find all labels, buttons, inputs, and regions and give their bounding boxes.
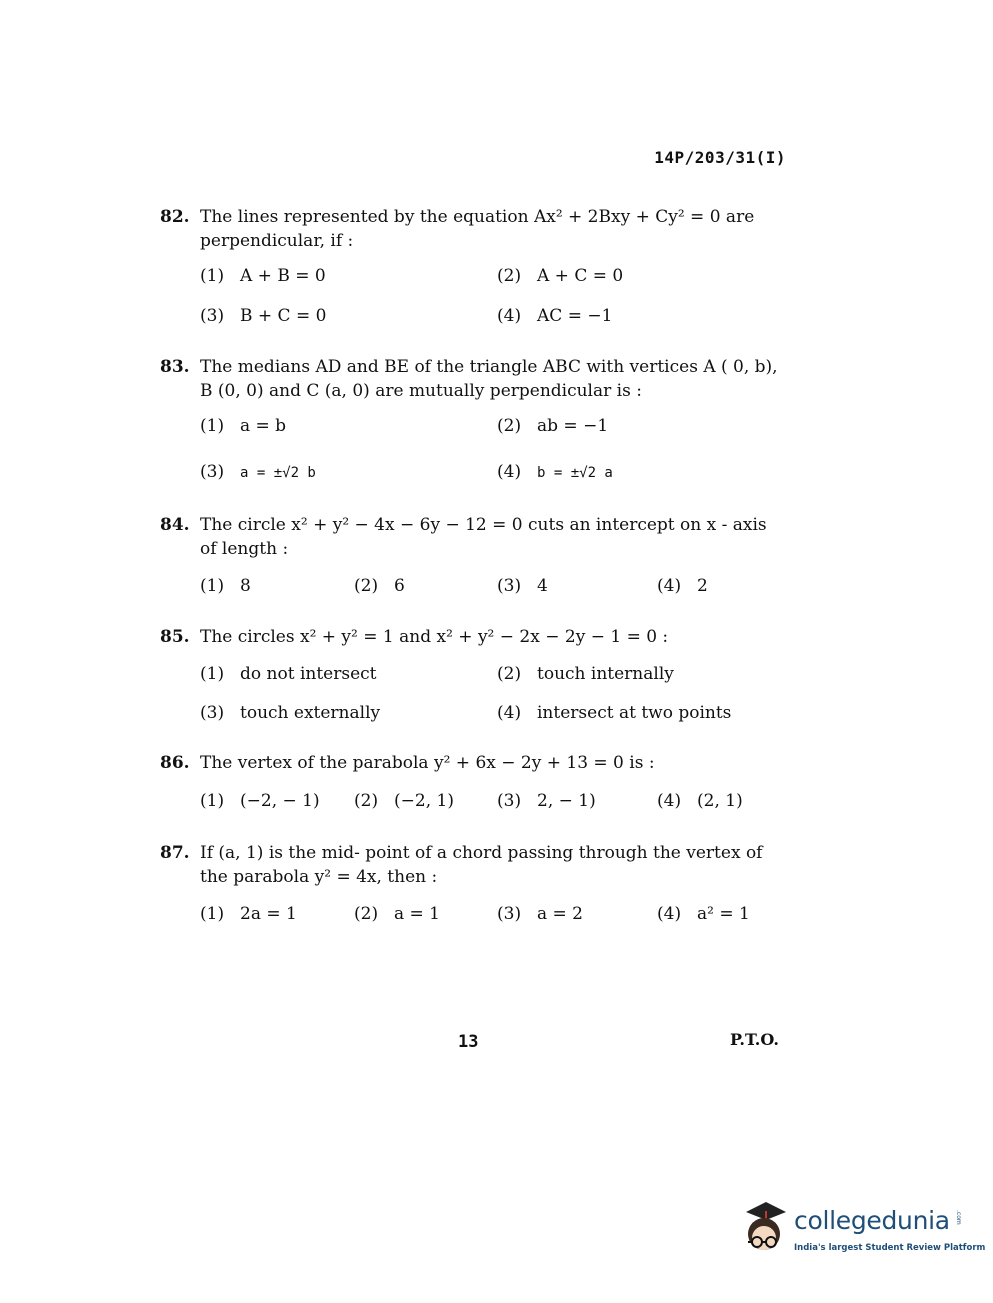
option: (3) 2, − 1) xyxy=(497,791,596,811)
mascot-icon xyxy=(736,1198,792,1260)
brand-domain: .com xyxy=(955,1210,962,1225)
question-number: 87. xyxy=(160,843,190,863)
question-text: The medians AD and BE of the triangle ABC with vertices A ( 0, b), B (0, 0) and C (a, 0) are mutually perpendicular is : xyxy=(200,357,778,401)
option: (2) ab = −1 xyxy=(497,416,609,436)
question-82 xyxy=(160,205,788,253)
option: (4) (2, 1) xyxy=(657,791,743,811)
question-83 xyxy=(160,355,788,403)
option: (3) B + C = 0 xyxy=(200,306,327,326)
question-86 xyxy=(160,751,788,775)
question-87 xyxy=(160,841,788,889)
option: (2) a = 1 xyxy=(354,904,441,924)
question-number: 82. xyxy=(160,207,190,227)
option: (3) a = ±√2 b xyxy=(200,462,316,482)
option: (3) touch externally xyxy=(200,703,381,723)
collegedunia-watermark xyxy=(736,1196,986,1266)
option: (1) a = b xyxy=(200,416,287,436)
option: (2) touch internally xyxy=(497,664,674,684)
option: (1) 2a = 1 xyxy=(200,904,297,924)
option: (1) A + B = 0 xyxy=(200,266,326,286)
brand-name: collegedunia xyxy=(794,1206,950,1235)
option: (1) do not intersect xyxy=(200,664,377,684)
pto-label: P.T.O. xyxy=(730,1030,779,1049)
option: (1) 8 xyxy=(200,576,251,596)
brand-tagline: India's largest Student Review Platform xyxy=(794,1243,986,1253)
page-number: 13 xyxy=(458,1032,479,1052)
option: (4) 2 xyxy=(657,576,708,596)
question-84 xyxy=(160,513,788,561)
paper-code: 14P/203/31(I) xyxy=(654,148,786,167)
question-number: 83. xyxy=(160,357,190,377)
question-85 xyxy=(160,625,788,649)
question-text: If (a, 1) is the mid- point of a chord passing through the vertex of the parabola y² = 4x, then : xyxy=(200,843,763,887)
option: (3) 4 xyxy=(497,576,548,596)
question-number: 85. xyxy=(160,627,190,647)
option: (4) a² = 1 xyxy=(657,904,750,924)
question-text: The circle x² + y² − 4x − 6y − 12 = 0 cuts an intercept on x - axis of length : xyxy=(200,515,767,559)
option: (4) b = ±√2 a xyxy=(497,462,613,482)
option: (3) a = 2 xyxy=(497,904,584,924)
question-number: 86. xyxy=(160,753,190,773)
option: (1) (−2, − 1) xyxy=(200,791,320,811)
question-text: The vertex of the parabola y² + 6x − 2y + 13 = 0 is : xyxy=(200,753,655,773)
question-text: The circles x² + y² = 1 and x² + y² − 2x − 2y − 1 = 0 : xyxy=(200,627,669,647)
question-number: 84. xyxy=(160,515,190,535)
option: (2) (−2, 1) xyxy=(354,791,454,811)
option: (4) AC = −1 xyxy=(497,306,613,326)
option: (2) A + C = 0 xyxy=(497,266,624,286)
option: (4) intersect at two points xyxy=(497,703,732,723)
option: (2) 6 xyxy=(354,576,405,596)
question-text: The lines represented by the equation Ax² + 2Bxy + Cy² = 0 are perpendicular, if : xyxy=(200,207,755,251)
